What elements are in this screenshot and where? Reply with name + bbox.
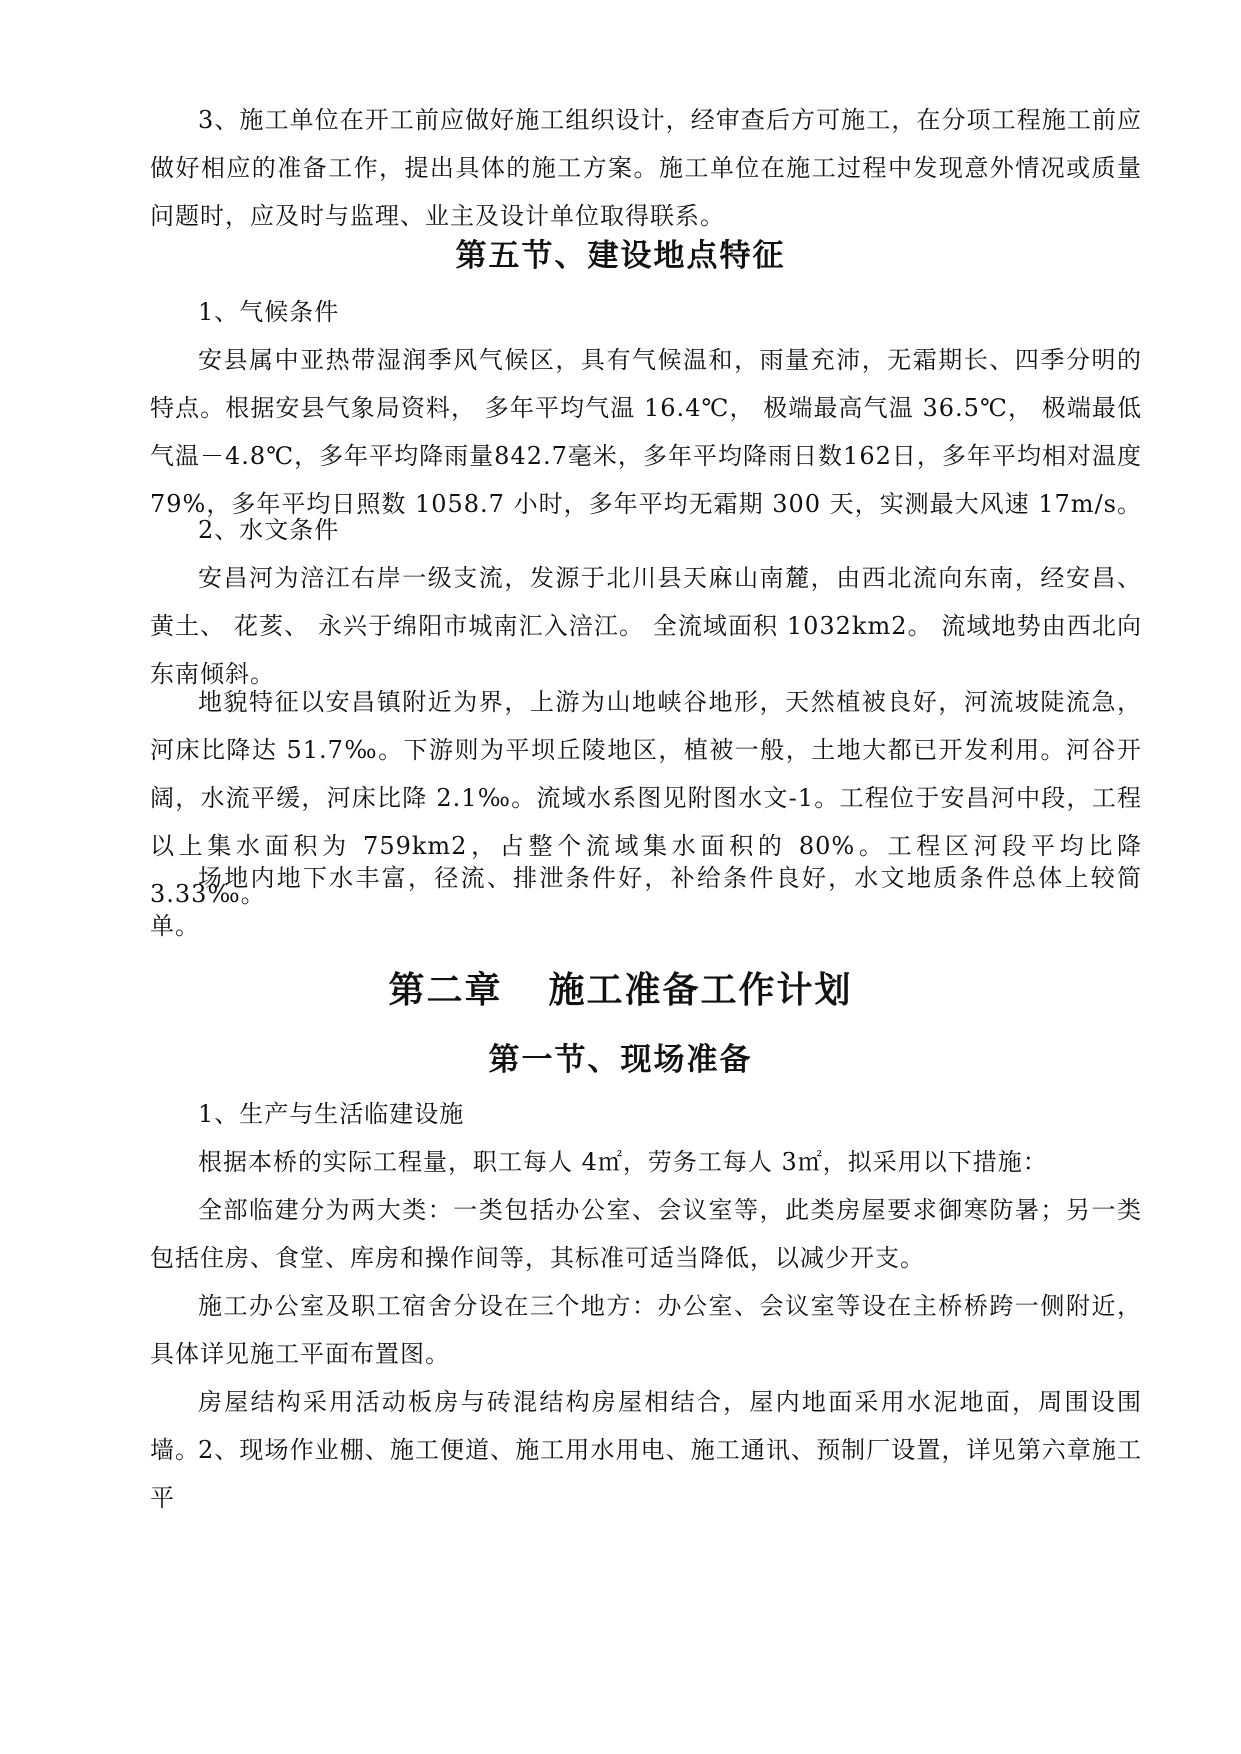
chapter-number: 第二章 xyxy=(388,969,503,1011)
paragraph-building-structure: 房屋结构采用活动板房与砖混结构房屋相结合，屋内地面采用水泥地面，周围设围墙。 xyxy=(150,1388,1142,1464)
paragraph-facility-types: 全部临建分为两大类：一类包括办公室、会议室等，此类房屋要求御寒防暑；另一类包括住房、食堂、库房和操作间等，其标准可适当降低，以减少开支。 xyxy=(150,1196,1142,1272)
temporary-facilities-heading: 1、生产与生活临建设施 xyxy=(198,1100,465,1128)
climate-paragraph: 安县属中亚热带湿润季风气候区，具有气候温和，雨量充沛，无霜期长、四季分明的特点。根据安县气象局资料， 多年平均气温 16.4℃， 极端最高气温 36.5℃， 极端最低气温－4.8℃，多年平均降雨量842.7毫米，多年平均降雨日数162日，多年平均相对温度79%，多年平均日照数 1058.7 小时，多年平均无霜期 300 天，实测最大风速 17m/s。 xyxy=(150,346,1142,518)
hydrology-heading: 2、水文条件 xyxy=(198,516,340,544)
climate-heading: 1、气候条件 xyxy=(198,298,340,326)
chapter-name: 施工准备工作计划 xyxy=(548,969,853,1011)
paragraph-site-sheds: 2、现场作业棚、施工便道、施工用水用电、施工通讯、预制厂设置，详见第六章施工平 xyxy=(150,1436,1142,1512)
paragraph-construction-unit: 3、施工单位在开工前应做好施工组织设计，经审查后方可施工，在分项工程施工前应做好相应的准备工作，提出具体的施工方案。施工单位在施工过程中发现意外情况或质量问题时，应及时与监理、业主及设计单位取得联系。 xyxy=(150,106,1142,230)
paragraph-office-location: 施工办公室及职工宿舍分设在三个地方：办公室、会议室等设在主桥桥跨一侧附近，具体详见施工平面布置图。 xyxy=(150,1292,1142,1368)
hydrology-paragraph-landform: 地貌特征以安昌镇附近为界，上游为山地峡谷地形，天然植被良好，河流坡陡流急，河床比降达 51.7‰。下游则为平坝丘陵地区，植被一般，土地大都已开发利用。河谷开阔，水流平缓，河床比降 2.1‰。流域水系图见附图水文-1。工程位于安昌河中段，工程以上集水面积为 759km2，占整个流域集水面积的 80%。工程区河段平均比降 3.33‰。 xyxy=(150,688,1142,908)
paragraph-area-per-person: 根据本桥的实际工程量，职工每人 4㎡，劳务工每人 3㎡，拟采用以下措施： xyxy=(198,1148,1048,1176)
section-title-site-features: 第五节、建设地点特征 xyxy=(455,238,786,274)
chapter-title xyxy=(0,962,1241,1018)
section-title-site-preparation: 第一节、现场准备 xyxy=(488,1042,753,1078)
hydrology-paragraph-river: 安昌河为涪江右岸一级支流，发源于北川县天麻山南麓，由西北流向东南，经安昌、黄土、 花荄、 永兴于绵阳市城南汇入涪江。 全流域面积 1032km2。 流域地势由西北向东南倾斜。 xyxy=(150,564,1142,688)
hydrology-paragraph-groundwater: 场地内地下水丰富，径流、排泄条件好，补给条件良好，水文地质条件总体上较简单。 xyxy=(150,864,1142,940)
